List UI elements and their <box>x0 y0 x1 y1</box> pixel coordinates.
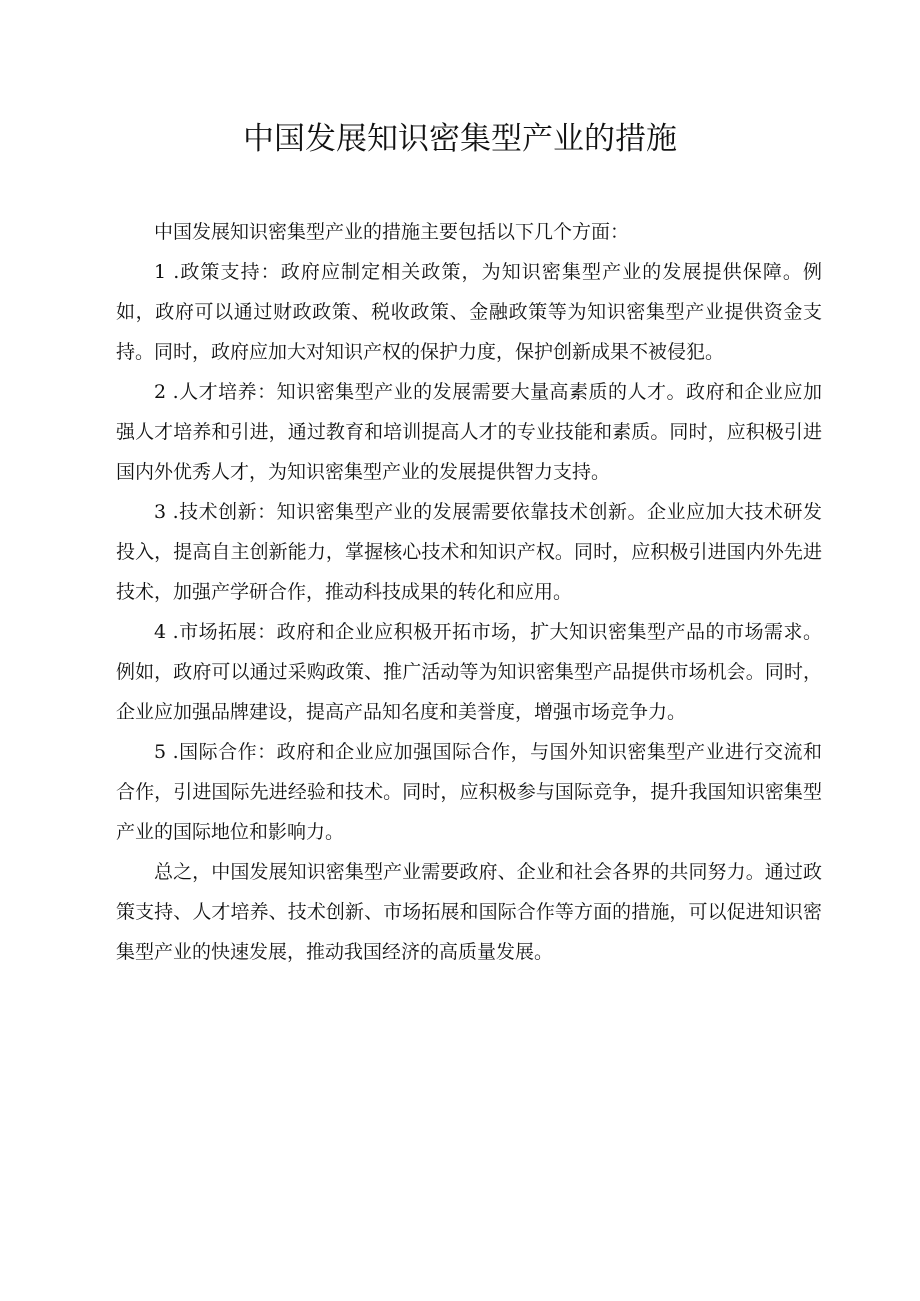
policy-support-paragraph: 1 .政策支持：政府应制定相关政策，为知识密集型产业的发展提供保障。例如，政府可以通过财政政策、税收政策、金融政策等为知识密集型产业提供资金支持。同时，政府应加大对知识产权的保护力度，保护创新成果不被侵犯。 <box>116 261 822 363</box>
conclusion-paragraph: 总之，中国发展知识密集型产业需要政府、企业和社会各界的共同努力。通过政策支持、人才培养、技术创新、市场拓展和国际合作等方面的措施，可以促进知识密集型产业的快速发展，推动我国经济的高质量发展。 <box>116 861 822 963</box>
document-title: 中国发展知识密集型产业的措施 <box>243 121 677 157</box>
document-body <box>116 212 822 972</box>
intro-paragraph: 中国发展知识密集型产业的措施主要包括以下几个方面： <box>154 221 630 243</box>
talent-cultivation-paragraph: 2 .人才培养：知识密集型产业的发展需要大量高素质的人才。政府和企业应加强人才培养和引进，通过教育和培训提高人才的专业技能和素质。同时，应积极引进国内外优秀人才，为知识密集型产业的发展提供智力支持。 <box>116 381 822 483</box>
technology-innovation-paragraph: 3 .技术创新：知识密集型产业的发展需要依靠技术创新。企业应加大技术研发投入，提高自主创新能力，掌握核心技术和知识产权。同时，应积极引进国内外先进技术，加强产学研合作，推动科技成果的转化和应用。 <box>116 501 822 603</box>
market-expansion-paragraph: 4 .市场拓展：政府和企业应积极开拓市场，扩大知识密集型产品的市场需求。例如，政府可以通过采购政策、推广活动等为知识密集型产品提供市场机会。同时，企业应加强品牌建设，提高产品知名度和美誉度，增强市场竞争力。 <box>116 621 822 723</box>
international-cooperation-paragraph: 5 .国际合作：政府和企业应加强国际合作，与国外知识密集型产业进行交流和合作，引进国际先进经验和技术。同时，应积极参与国际竞争，提升我国知识密集型产业的国际地位和影响力。 <box>116 741 822 843</box>
